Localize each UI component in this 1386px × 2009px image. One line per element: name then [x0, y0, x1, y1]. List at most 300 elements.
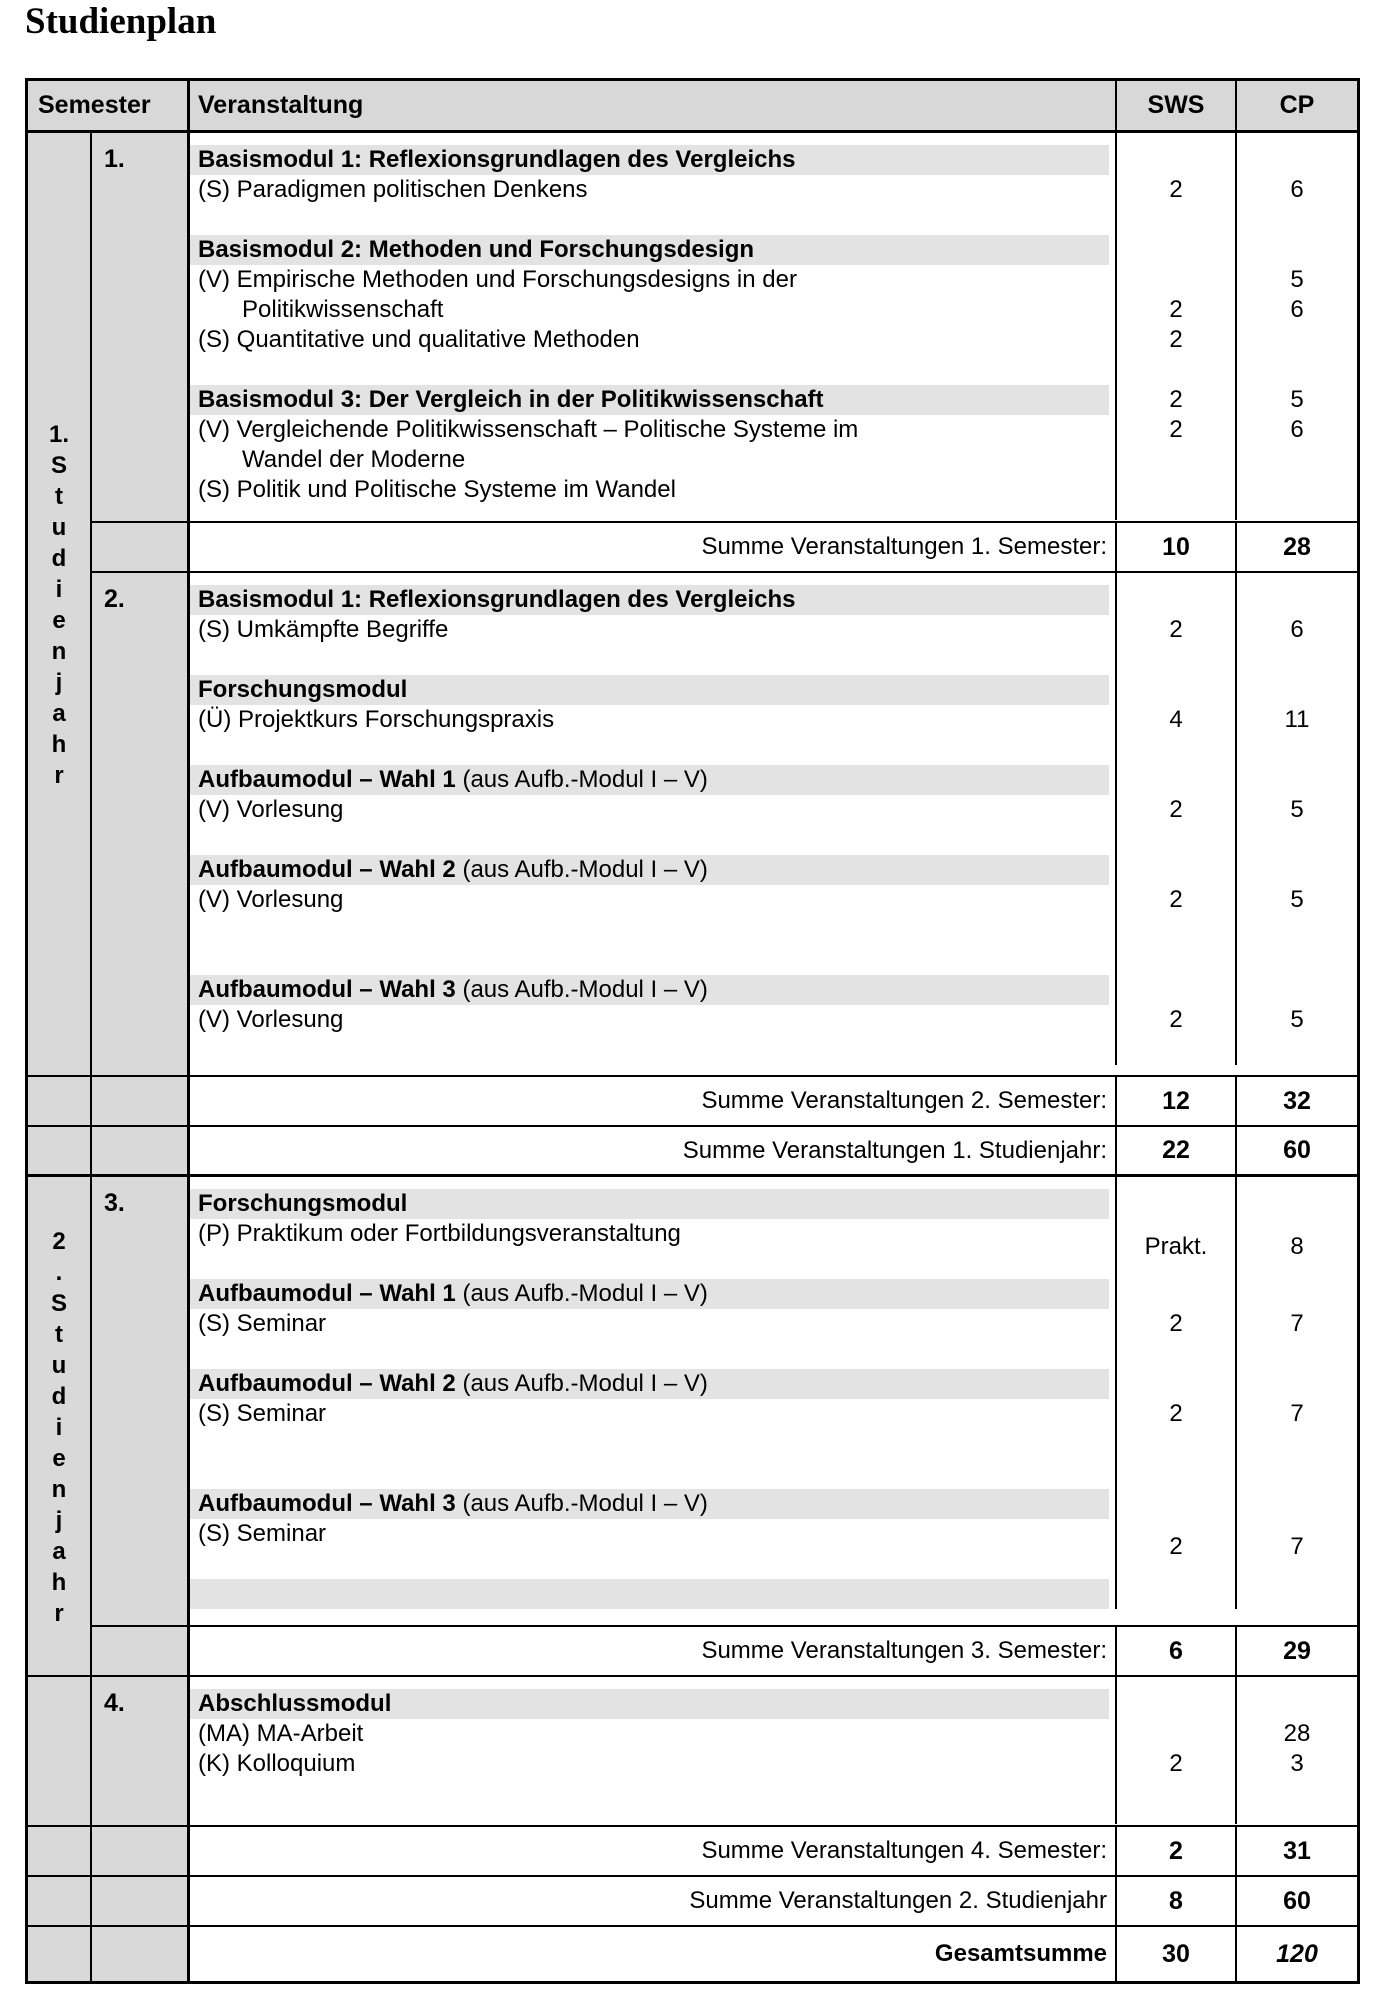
cp-value-cell	[1235, 475, 1357, 505]
module-bar	[190, 975, 1109, 1005]
sws-value-cell	[1115, 1579, 1235, 1609]
sws-value-cell	[1115, 1399, 1235, 1429]
year-label-char: d	[51, 545, 67, 572]
sws-value-cell	[1115, 415, 1235, 445]
module-bar	[190, 133, 1115, 145]
year-label-char: i	[55, 576, 63, 603]
semester-column-spacer	[90, 1827, 187, 1877]
sum-sws-value: 2	[1115, 1827, 1235, 1877]
module-title: Basismodul 1: Reflexionsgrundlagen des Vergleichs	[198, 586, 796, 613]
veranstaltung-cell	[190, 825, 1115, 855]
module-bar	[190, 1249, 1115, 1279]
module-bar	[190, 705, 1115, 735]
module-bar	[190, 1399, 1115, 1429]
sws-value-cell	[1115, 1035, 1235, 1065]
cp-value-cell	[1235, 825, 1357, 855]
module-bar	[190, 1429, 1115, 1459]
sum-row-semester-4	[28, 1827, 1357, 1877]
module-title: Forschungsmodul	[198, 676, 408, 703]
veranstaltung-cell	[190, 1489, 1115, 1519]
module-bar	[190, 1035, 1115, 1065]
cp-value-cell	[1235, 1035, 1357, 1065]
page-title: Studienplan	[25, 1, 217, 42]
veranstaltung-cell	[190, 355, 1115, 385]
sum-sws-value: 12	[1115, 1077, 1235, 1127]
module-bar	[190, 1809, 1115, 1824]
sum-sws-value: 8	[1115, 1877, 1235, 1927]
cp-value: 5	[1290, 886, 1304, 913]
sws-value-cell	[1115, 145, 1235, 175]
module-bar	[190, 145, 1109, 175]
module-bar	[190, 573, 1115, 585]
sws-value-cell	[1115, 825, 1235, 855]
year-label-char: .	[55, 1258, 63, 1286]
sws-value: 2	[1169, 386, 1183, 413]
sws-value-cell	[1115, 1177, 1235, 1189]
module-bar	[190, 1189, 1109, 1219]
year-label-char: h	[51, 731, 67, 758]
course-title: Politikwissenschaft	[242, 296, 444, 323]
module-bar	[190, 385, 1109, 415]
cp-value: 7	[1290, 1400, 1304, 1427]
sum-cp-value: 32	[1235, 1077, 1357, 1127]
year-1-column-cell	[28, 523, 90, 573]
sws-value: Prakt.	[1144, 1233, 1208, 1260]
header-cp: CP	[1235, 81, 1357, 133]
cp-value: 5	[1290, 1006, 1304, 1033]
sws-value-cell	[1115, 975, 1235, 1005]
veranstaltung-cell	[190, 1279, 1115, 1309]
veranstaltung-cell	[190, 945, 1115, 975]
semester-1-section-row	[28, 133, 1357, 523]
veranstaltung-cell	[190, 765, 1115, 795]
veranstaltung-cell	[190, 1689, 1115, 1719]
veranstaltung-cell	[190, 705, 1115, 735]
module-bar	[190, 1677, 1115, 1689]
module-title: Aufbaumodul – Wahl 2	[198, 856, 463, 883]
module-bar	[190, 1549, 1115, 1579]
cp-value-cell	[1235, 1339, 1357, 1369]
cp-value-cell	[1235, 1279, 1357, 1309]
veranstaltung-cell	[190, 1749, 1115, 1779]
module-title-suffix: (aus Aufb.-Modul I – V)	[462, 976, 708, 1003]
cp-value-cell	[1235, 1579, 1357, 1609]
module-title: Basismodul 1: Reflexionsgrundlagen des Vergleichs	[198, 146, 796, 173]
sws-value-cell	[1115, 505, 1235, 520]
veranstaltung-cell	[190, 1177, 1115, 1189]
cp-value-cell	[1235, 1489, 1357, 1519]
cp-value-cell	[1235, 1369, 1357, 1399]
cp-value: 5	[1290, 266, 1304, 293]
veranstaltung-cell	[190, 1677, 1115, 1689]
cp-value-cell	[1235, 1689, 1357, 1719]
module-bar	[190, 1749, 1115, 1779]
year-label-char: d	[51, 1382, 67, 1410]
sws-value-cell	[1115, 1809, 1235, 1824]
sws-value-cell	[1115, 325, 1235, 355]
sws-value: 2	[1169, 796, 1183, 823]
sws-value-cell	[1115, 1489, 1235, 1519]
sws-value-cell	[1115, 1459, 1235, 1489]
module-bar	[190, 1177, 1115, 1189]
sum-label: Summe Veranstaltungen 3. Semester:	[187, 1627, 1115, 1677]
cp-value: 5	[1290, 796, 1304, 823]
semester-1-content	[187, 133, 1357, 523]
module-bar	[190, 505, 1115, 520]
sws-value-cell	[1115, 385, 1235, 415]
cp-value-cell	[1235, 855, 1357, 885]
veranstaltung-cell	[190, 265, 1115, 295]
cp-value-cell	[1235, 1429, 1357, 1459]
semester-column-spacer	[90, 1627, 187, 1677]
year-label-char: j	[55, 669, 63, 696]
module-bar	[190, 475, 1115, 505]
sws-value-cell	[1115, 885, 1235, 915]
veranstaltung-cell	[190, 145, 1115, 175]
header-semester: Semester	[28, 81, 187, 133]
sws-value: 4	[1169, 706, 1183, 733]
module-title: Aufbaumodul – Wahl 3	[198, 976, 463, 1003]
semester-4-section-row	[28, 1677, 1357, 1827]
module-bar	[190, 205, 1115, 235]
veranstaltung-cell	[190, 1309, 1115, 1339]
cp-value-cell	[1235, 1189, 1357, 1219]
sws-value-cell	[1115, 765, 1235, 795]
sws-value-cell	[1115, 705, 1235, 735]
cp-value-cell	[1235, 885, 1357, 915]
cp-value-cell	[1235, 325, 1357, 355]
veranstaltung-cell	[190, 1035, 1115, 1065]
sws-value-cell	[1115, 205, 1235, 235]
sum-cp-value: 28	[1235, 523, 1357, 573]
year-label-char: a	[52, 700, 66, 727]
course-title: (V) Vorlesung	[198, 796, 344, 823]
total-label: Gesamtsumme	[187, 1927, 1115, 1981]
sum-cp-value: 60	[1235, 1877, 1357, 1927]
cp-value-cell	[1235, 1677, 1357, 1689]
sum-cp-value: 29	[1235, 1627, 1357, 1677]
course-title: (Ü) Projektkurs Forschungspraxis	[198, 706, 555, 733]
module-title-suffix: (aus Aufb.-Modul I – V)	[462, 1490, 708, 1517]
module-bar	[190, 1005, 1115, 1035]
cp-value-cell	[1235, 355, 1357, 385]
cp-value-cell	[1235, 415, 1357, 445]
year-column-spacer	[28, 1077, 90, 1127]
course-title: (S) Seminar	[198, 1520, 327, 1547]
cp-value-cell	[1235, 1219, 1357, 1260]
sws-value-cell	[1115, 1369, 1235, 1399]
cp-value-cell	[1235, 615, 1357, 645]
semester-3-content	[187, 1177, 1357, 1627]
module-bar	[190, 735, 1115, 765]
sws-value-cell	[1115, 133, 1235, 145]
module-bar	[190, 915, 1115, 945]
course-title: (S) Paradigmen politischen Denkens	[198, 176, 588, 203]
semester-4-content	[187, 1677, 1357, 1827]
sws-value-cell	[1115, 265, 1235, 295]
course-title: (S) Umkämpfte Begriffe	[198, 616, 449, 643]
cp-value-cell	[1235, 1177, 1357, 1189]
table-header-row	[28, 81, 1357, 133]
module-title-suffix: (aus Aufb.-Modul I – V)	[462, 1370, 708, 1397]
module-bar	[190, 1459, 1115, 1489]
module-bar	[190, 325, 1115, 355]
cp-value-cell	[1235, 505, 1357, 520]
sws-value-cell	[1115, 585, 1235, 615]
cp-value-cell	[1235, 145, 1357, 175]
cp-value-cell	[1235, 175, 1357, 205]
cp-value-cell	[1235, 705, 1357, 735]
semester-2-section-row	[28, 573, 1357, 1077]
veranstaltung-cell	[190, 585, 1115, 615]
year-label-char: u	[51, 1351, 67, 1379]
sum-row-semester-2	[28, 1077, 1357, 1127]
module-bar	[190, 675, 1109, 705]
module-bar	[190, 1689, 1109, 1719]
sum-label: Summe Veranstaltungen 2. Semester:	[187, 1077, 1115, 1127]
veranstaltung-cell	[190, 1459, 1115, 1489]
sws-value-cell	[1115, 1719, 1235, 1749]
semester-4-number-cell	[90, 1677, 187, 1827]
cp-value-cell	[1235, 205, 1357, 235]
sws-value-cell	[1115, 1005, 1235, 1035]
cp-value-cell	[1235, 915, 1357, 945]
veranstaltung-cell	[190, 615, 1115, 645]
module-bar	[190, 1489, 1109, 1519]
semester-3-number: 3.	[104, 1189, 125, 1217]
sum-row-year-1	[28, 1127, 1357, 1177]
veranstaltung-cell	[190, 735, 1115, 765]
cp-value: 28	[1283, 1720, 1311, 1747]
cp-value-cell	[1235, 975, 1357, 1005]
sws-value-cell	[1115, 795, 1235, 825]
veranstaltung-cell	[190, 1429, 1115, 1459]
cp-value-cell	[1235, 573, 1357, 585]
year-label-char: 1.	[48, 421, 69, 448]
year-label-char: r	[54, 762, 64, 789]
cp-value-cell	[1235, 1749, 1357, 1779]
cp-value-cell	[1235, 1459, 1357, 1489]
year-label-char: j	[55, 1506, 63, 1534]
cp-value-cell	[1235, 295, 1357, 325]
sws-value-cell	[1115, 735, 1235, 765]
header-veranstaltung: Veranstaltung	[187, 81, 1115, 133]
veranstaltung-cell	[190, 133, 1115, 145]
cp-value-cell	[1235, 445, 1357, 475]
sws-value-cell	[1115, 675, 1235, 705]
module-bar	[190, 175, 1115, 205]
cp-value: 6	[1290, 616, 1304, 643]
semester-2-content	[187, 573, 1357, 1077]
module-title: Aufbaumodul – Wahl 1	[198, 766, 463, 793]
semester-1-number-cell	[90, 133, 187, 523]
module-bar	[190, 795, 1115, 825]
year-label-char: S	[50, 1289, 67, 1317]
sum-label: Summe Veranstaltungen 1. Studienjahr:	[187, 1127, 1115, 1177]
module-bar	[190, 1279, 1109, 1309]
sws-value-cell	[1115, 915, 1235, 945]
course-title: (S) Quantitative und qualitative Methoden	[198, 326, 640, 353]
year-column-spacer	[28, 1127, 90, 1177]
year-label-char: a	[52, 1537, 66, 1565]
cp-value-cell	[1235, 945, 1357, 975]
cp-value-cell	[1235, 1519, 1357, 1560]
year-label-char: u	[51, 514, 67, 541]
cp-value-cell	[1235, 1399, 1357, 1429]
sws-value-cell	[1115, 355, 1235, 385]
sum-sws-value: 10	[1115, 523, 1235, 573]
module-title: Aufbaumodul – Wahl 1	[198, 1280, 463, 1307]
cp-value-cell	[1235, 1005, 1357, 1035]
module-bar	[190, 1219, 1115, 1249]
sws-value-cell	[1115, 1749, 1235, 1779]
total-sws-value: 30	[1115, 1927, 1235, 1981]
semester-2-number-cell	[90, 573, 187, 1077]
module-bar	[190, 1339, 1115, 1369]
sws-value-cell	[1115, 645, 1235, 675]
module-bar	[190, 415, 1115, 445]
sws-value: 2	[1169, 886, 1183, 913]
sum-cp-value: 60	[1235, 1127, 1357, 1177]
sws-value-cell	[1115, 1189, 1235, 1219]
sws-value-cell	[1115, 295, 1235, 325]
module-title-suffix: (aus Aufb.-Modul I – V)	[462, 856, 708, 883]
veranstaltung-cell	[190, 1399, 1115, 1429]
sws-value-cell	[1115, 573, 1235, 585]
veranstaltung-cell	[190, 475, 1115, 505]
sws-value-cell	[1115, 1429, 1235, 1459]
sws-value: 2	[1169, 616, 1183, 643]
cp-value: 7	[1290, 1310, 1304, 1337]
cp-value-cell	[1235, 385, 1357, 415]
sum-label: Summe Veranstaltungen 1. Semester:	[187, 523, 1115, 573]
sws-value-cell	[1115, 1779, 1235, 1809]
veranstaltung-cell	[190, 325, 1115, 355]
sws-value-cell	[1115, 615, 1235, 645]
year-1-column-cell	[28, 573, 90, 1077]
course-title: (S) Seminar	[198, 1400, 327, 1427]
module-bar	[190, 885, 1115, 915]
module-bar	[190, 265, 1115, 295]
course-title: (K) Kolloquium	[198, 1750, 356, 1777]
studienplan-table	[25, 78, 1360, 1984]
sws-value-cell	[1115, 175, 1235, 205]
cp-value: 6	[1290, 176, 1304, 203]
module-bar	[190, 1779, 1115, 1809]
module-title-suffix: (aus Aufb.-Modul I – V)	[462, 766, 708, 793]
module-bar	[190, 1369, 1109, 1399]
year-label-char: t	[55, 483, 63, 510]
total-cp-value: 120	[1235, 1927, 1357, 1981]
veranstaltung-cell	[190, 855, 1115, 885]
veranstaltung-cell	[190, 1249, 1115, 1279]
sws-value-cell	[1115, 235, 1235, 265]
cp-value-cell	[1235, 235, 1357, 265]
year-label-char: i	[55, 1413, 63, 1441]
module-bar	[190, 825, 1115, 855]
sws-value: 2	[1169, 1533, 1183, 1560]
module-bar	[190, 765, 1109, 795]
module-bar	[190, 615, 1115, 645]
veranstaltung-cell	[190, 1779, 1115, 1809]
sum-cp-value: 31	[1235, 1827, 1357, 1877]
year-column-spacer	[28, 1827, 90, 1877]
sws-value-cell	[1115, 1219, 1235, 1260]
sum-label: Summe Veranstaltungen 2. Studienjahr	[187, 1877, 1115, 1927]
module-title: Aufbaumodul – Wahl 2	[198, 1370, 463, 1397]
sws-value-cell	[1115, 1309, 1235, 1339]
veranstaltung-cell	[190, 385, 1115, 415]
module-bar	[190, 1579, 1109, 1609]
veranstaltung-cell	[190, 885, 1115, 915]
module-bar	[190, 1519, 1115, 1549]
veranstaltung-cell	[190, 295, 1115, 325]
sws-value-cell	[1115, 855, 1235, 885]
semester-column-spacer	[90, 1877, 187, 1927]
veranstaltung-cell	[190, 445, 1115, 475]
veranstaltung-cell	[190, 415, 1115, 445]
semester-1-number: 1.	[104, 145, 125, 173]
cp-value: 8	[1290, 1233, 1304, 1260]
sws-value-cell	[1115, 1519, 1235, 1560]
semester-column-spacer	[90, 1927, 187, 1981]
veranstaltung-cell	[190, 573, 1115, 585]
veranstaltung-cell	[190, 915, 1115, 945]
course-title: (V) Empirische Methoden und Forschungsdesigns in der	[198, 266, 797, 293]
sum-sws-value: 6	[1115, 1627, 1235, 1677]
module-bar	[190, 445, 1115, 475]
module-title: Basismodul 3: Der Vergleich in der Politikwissenschaft	[198, 386, 824, 413]
year-label-char: h	[51, 1568, 67, 1596]
sum-row-semester-1	[28, 523, 1357, 573]
course-title: Wandel der Moderne	[242, 446, 466, 473]
cp-value-cell	[1235, 1809, 1357, 1824]
module-title: Aufbaumodul – Wahl 3	[198, 1490, 463, 1517]
module-bar	[190, 295, 1115, 325]
semester-3-section-row	[28, 1177, 1357, 1627]
sws-value: 2	[1169, 326, 1183, 353]
sum-sws-value: 22	[1115, 1127, 1235, 1177]
cp-value-cell	[1235, 265, 1357, 295]
sws-value-cell	[1115, 945, 1235, 975]
sws-value: 2	[1169, 296, 1183, 323]
sws-value-cell	[1115, 445, 1235, 475]
sum-label: Summe Veranstaltungen 4. Semester:	[187, 1827, 1115, 1877]
cp-value-cell	[1235, 795, 1357, 825]
year-label-char: e	[52, 1444, 66, 1472]
module-title-suffix: (aus Aufb.-Modul I – V)	[462, 1280, 708, 1307]
veranstaltung-cell	[190, 1549, 1115, 1579]
cp-value: 6	[1290, 296, 1304, 323]
veranstaltung-cell	[190, 205, 1115, 235]
module-bar	[190, 645, 1115, 675]
semester-column-spacer	[90, 523, 187, 573]
year-label-char: n	[51, 638, 67, 665]
course-title: (S) Seminar	[198, 1310, 327, 1337]
veranstaltung-cell	[190, 1189, 1115, 1219]
module-bar	[190, 1719, 1115, 1749]
module-title: Abschlussmodul	[198, 1690, 392, 1717]
cp-value-cell	[1235, 1719, 1357, 1749]
veranstaltung-cell	[190, 1579, 1115, 1609]
module-bar	[190, 855, 1109, 885]
course-title: (S) Politik und Politische Systeme im Wandel	[198, 476, 676, 503]
sum-row-semester-3	[28, 1627, 1357, 1677]
cp-value-cell	[1235, 675, 1357, 705]
veranstaltung-cell	[190, 1219, 1115, 1249]
course-title: (V) Vergleichende Politikwissenschaft – Politische Systeme im	[198, 416, 859, 443]
semester-4-number: 4.	[104, 1689, 125, 1717]
